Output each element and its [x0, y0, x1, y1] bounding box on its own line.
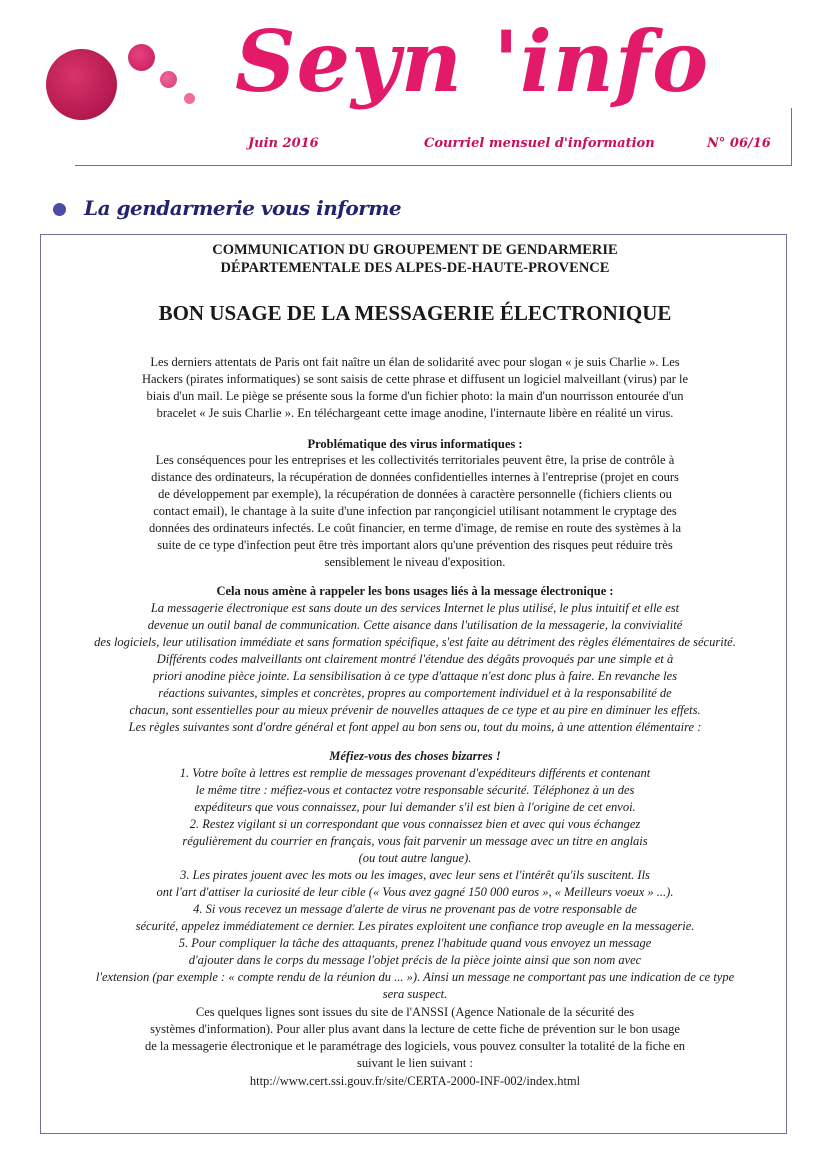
rule-line: régulièrement du courrier en français, vous fait parvenir un message avec un titre en anglais [182, 834, 648, 848]
problem-line: suite de ce type d'infection peut être très important alors qu'une prévention des risques peut réduire très [157, 538, 673, 552]
section-title: La gendarmerie vous informe [84, 196, 402, 220]
logo-dot-tiny [184, 93, 195, 104]
usage-line: Les règles suivantes sont d'ordre général et font appel au bon sens ou, tout du moins, à une attention élémentaire : [128, 720, 702, 734]
problem-line: de développement par exemple), la récupération de données à caractère personnelle (fichiers clients ou [158, 487, 672, 501]
article-headline: BON USAGE DE LA MESSAGERIE ÉLECTRONIQUE [158, 301, 672, 325]
source-line: suivant le lien suivant : [357, 1056, 473, 1070]
rule-line: d'ajouter dans le corps du message l'objet précis de la pièce jointe ainsi que son nom avec [188, 953, 642, 967]
section-bullet-icon [53, 203, 66, 216]
rules-heading: Méfiez-vous des choses bizarres ! [329, 749, 501, 763]
problem-line: sensiblement le niveau d'exposition. [324, 555, 506, 569]
org-line-1: COMMUNICATION DU GROUPEMENT DE GENDARMERIE [212, 242, 618, 258]
logo-dot-medium [128, 44, 155, 71]
usage-line: La messagerie électronique est sans doute un des services Internet le plus utilisé, le plus intuitif et elle est [150, 601, 680, 615]
rule-line: sera suspect. [382, 987, 448, 1001]
newsletter-title: Seyn 'info [235, 12, 710, 111]
usage-line: devenue un outil banal de communication. Cette aisance dans l'utilisation de la messagerie, la convivialité [147, 618, 683, 632]
issue-date: Juin 2016 [248, 136, 319, 151]
usage-line: Différents codes malveillants ont clairement montré l'étendue des dégâts provoqués par une simple et à [156, 652, 674, 666]
usage-line: chacun, sont essentielles pour au mieux prévenir de nouvelles attaques de ce type et au pire en diminuer les effets. [129, 703, 701, 717]
problem-line: Les conséquences pour les entreprises et les collectivités territoriales peuvent être, la prise de contrôle à [155, 453, 675, 467]
rule-line: 5. Pour compliquer la tâche des attaquants, prenez l'habitude quand vous envoyez un message [178, 936, 652, 950]
rule-line: 3. Les pirates jouent avec les mots ou les images, avec leur sens et l'intérêt qu'ils suscitent. Ils [180, 868, 650, 882]
problem-line: données des ordinateurs infectés. Le coût financier, en terme d'image, de remise en route des systèmes à la [148, 521, 682, 535]
intro-line: Les derniers attentats de Paris ont fait naître un élan de solidarité avec pour slogan « je suis Charlie ». Les [150, 355, 680, 369]
rule-line: l'extension (par exemple : « compte rendu de la réunion du ... »). Ainsi un message ne comportant pas une indication de ce type [95, 970, 735, 984]
intro-line: bracelet « Je suis Charlie ». En téléchargeant cette image anodine, l'internaute libère en réalité un virus. [156, 406, 674, 420]
source-line: de la messagerie électronique et le paramétrage des logiciels, vous pouvez consulter la totalité de la fiche en [144, 1039, 686, 1053]
rule-line: 2. Restez vigilant si un correspondant que vous connaissez bien et avec qui vous échangez [189, 817, 641, 831]
problem-line: distance des ordinateurs, la récupération de données confidentielles internes à l'entreprise (projet en cours [151, 470, 679, 484]
intro-line: Hackers (pirates informatiques) se sont saisis de cette phrase et diffusent un logiciel malveillant (virus) par le [141, 372, 689, 386]
intro-line: biais d'un mail. Le piège se présente sous la forme d'un fichier photo: la main d'un nourrisson entourée d'un [146, 389, 684, 403]
source-line: systèmes d'information). Pour aller plus avant dans la lecture de cette fiche de prévention sur le bon usage [150, 1022, 680, 1036]
issue-number: N° 06/16 [707, 136, 771, 151]
rule-line: sécurité, appelez immédiatement ce dernier. Les pirates exploitent une confiance trop aveugle en la messagerie. [135, 919, 695, 933]
usage-line: des logiciels, leur utilisation immédiate et sans formation spécifique, s'est faite au détriment des règles élémentaires de sécurité. [94, 635, 736, 649]
usage-heading: Cela nous amène à rappeler les bons usages liés à la message électronique : [216, 584, 614, 598]
problem-line: contact email), le chantage à la suite d'une infection par rançongiciel utilisant notamment le cryptage des [153, 504, 677, 518]
source-line: Ces quelques lignes sont issues du site de l'ANSSI (Agence Nationale de la sécurité des [195, 1005, 635, 1019]
rule-line: le même titre : méfiez-vous et contactez votre responsable sécurité. Téléphonez à un des [195, 783, 635, 797]
newsletter-subtitle: Courriel mensuel d'information [424, 136, 655, 151]
logo-dot-small [160, 71, 177, 88]
org-line-2: DÉPARTEMENTALE DES ALPES-DE-HAUTE-PROVENCE [220, 260, 610, 276]
rule-line: ont l'art d'attiser la curiosité de leur cible (« Vous avez gagné 150 000 euros », « Meilleurs voeux » ...). [156, 885, 674, 899]
rule-line: expéditeurs que vous connaissez, pour lui demander s'il est bien à l'origine de cet envoi. [194, 800, 636, 814]
problem-heading: Problématique des virus informatiques : [307, 437, 523, 451]
rule-line: 4. Si vous recevez un message d'alerte de virus ne provenant pas de votre responsable de [193, 902, 637, 916]
anssi-link[interactable]: http://www.cert.ssi.gouv.fr/site/CERTA-2000-INF-002/index.html [249, 1074, 581, 1088]
rule-line: (ou tout autre langue). [358, 851, 472, 865]
usage-line: priori anodine pièce jointe. La sensibilisation à ce type d'attaque n'est donc plus à faire. En revanche les [152, 669, 678, 683]
rule-line: 1. Votre boîte à lettres est remplie de messages provenant d'expéditeurs différents et contenant [179, 766, 651, 780]
usage-line: réactions suivantes, simples et concrètes, propres au comportement individuel et à la responsabilité de [158, 686, 672, 700]
